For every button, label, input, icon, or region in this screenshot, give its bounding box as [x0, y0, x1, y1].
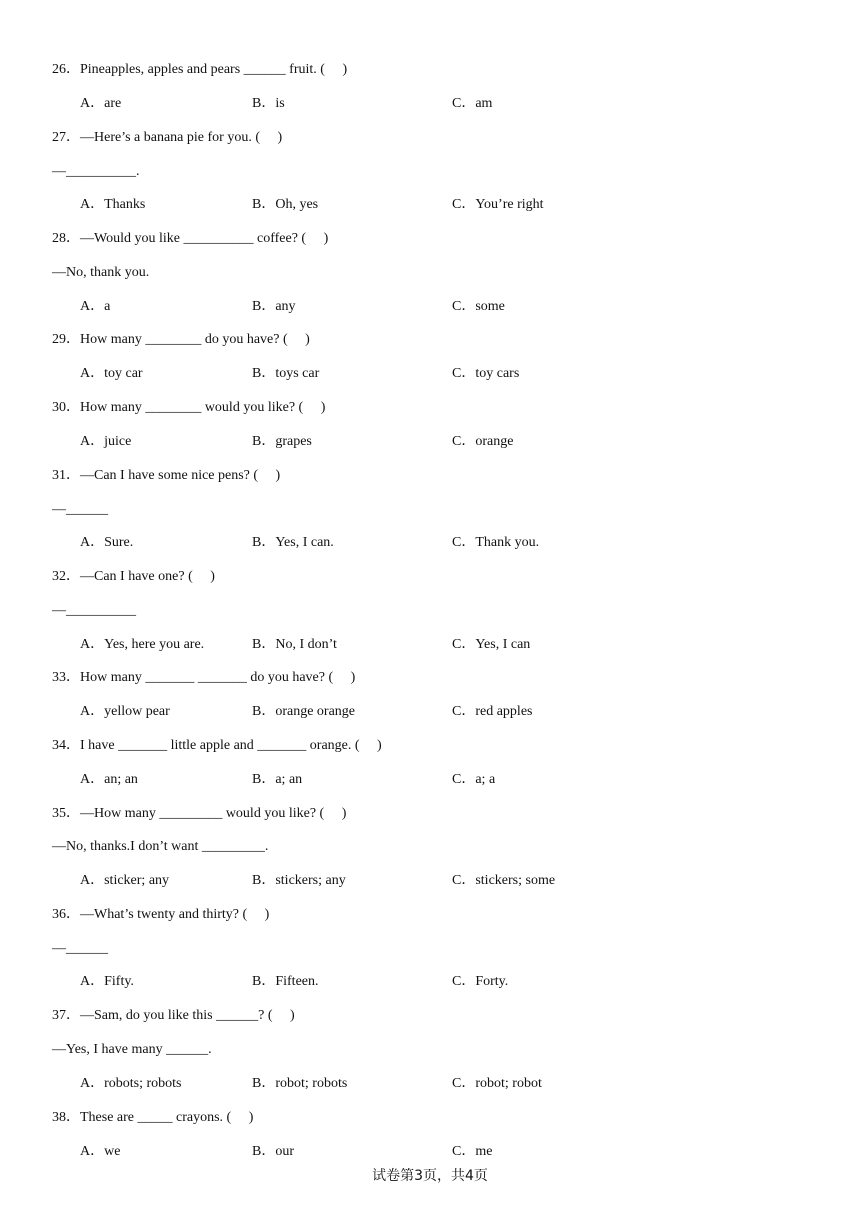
question-30-option-a: A．juice — [80, 434, 132, 449]
question-28-stem: 28．—Would you like __________ coffee? ( ) — [52, 231, 329, 246]
question-30-option-b: B．grapes — [252, 434, 312, 449]
page-footer: 试卷第3页，共4页 — [372, 1168, 488, 1184]
question-36-stem: 36．—What’s twenty and thirty? ( ) — [52, 907, 270, 922]
question-38-option-b: B．our — [252, 1144, 294, 1159]
question-37-stem: 37．—Sam, do you like this ______? ( ) — [52, 1008, 295, 1023]
question-31-stem: 31．—Can I have some nice pens? ( ) — [52, 468, 281, 483]
question-38-option-a: A．we — [80, 1144, 121, 1159]
question-32-option-b: B．No, I don’t — [252, 637, 337, 652]
question-33-stem: 33．How many _______ _______ do you have? ( ) — [52, 670, 356, 685]
question-35-option-c: C．stickers; some — [452, 873, 556, 888]
question-30-option-c: C．orange — [452, 434, 514, 449]
question-37-option-b: B．robot; robots — [252, 1076, 348, 1091]
question-27-option-b: B．Oh, yes — [252, 197, 319, 212]
question-36-reply: —______ — [52, 941, 108, 956]
question-32-stem: 32．—Can I have one? ( ) — [52, 569, 215, 584]
question-31-reply: —______ — [52, 502, 108, 517]
question-36-option-a: A．Fifty. — [80, 974, 134, 989]
question-28-reply: —No, thank you. — [52, 265, 150, 280]
question-36-option-c: C．Forty. — [452, 974, 509, 989]
question-28-option-a: A．a — [80, 299, 111, 314]
question-34-stem: 34．I have _______ little apple and _______ orange. ( ) — [52, 738, 382, 753]
question-27-reply: —__________. — [52, 164, 140, 179]
question-30-stem: 30．How many ________ would you like? ( ) — [52, 400, 326, 415]
question-29-option-c: C．toy cars — [452, 366, 520, 381]
question-35-option-b: B．stickers; any — [252, 873, 346, 888]
question-33-option-a: A．yellow pear — [80, 704, 170, 719]
question-35-option-a: A．sticker; any — [80, 873, 170, 888]
question-27-option-c: C．You’re right — [452, 197, 544, 212]
question-31-option-a: A．Sure. — [80, 535, 134, 550]
question-26-option-a: A．are — [80, 96, 122, 111]
question-35-reply: —No, thanks.I don’t want _________. — [52, 839, 269, 854]
question-36-option-b: B．Fifteen. — [252, 974, 319, 989]
question-26-option-c: C．am — [452, 96, 493, 111]
question-29-option-a: A．toy car — [80, 366, 143, 381]
question-29-stem: 29．How many ________ do you have? ( ) — [52, 332, 310, 347]
question-34-option-b: B．a; an — [252, 772, 303, 787]
question-34-option-a: A．an; an — [80, 772, 138, 787]
question-37-option-a: A．robots; robots — [80, 1076, 182, 1091]
question-32-reply: —__________ — [52, 603, 136, 618]
question-38-option-c: C．me — [452, 1144, 493, 1159]
question-34-option-c: C．a; a — [452, 772, 496, 787]
question-28-option-b: B．any — [252, 299, 296, 314]
question-38-stem: 38．These are _____ crayons. ( ) — [52, 1110, 254, 1125]
question-27-stem: 27．—Here’s a banana pie for you. ( ) — [52, 130, 283, 145]
question-33-option-b: B．orange orange — [252, 704, 356, 719]
question-33-option-c: C．red apples — [452, 704, 533, 719]
question-37-option-c: C．robot; robot — [452, 1076, 542, 1091]
question-27-option-a: A．Thanks — [80, 197, 146, 212]
question-31-option-b: B．Yes, I can. — [252, 535, 334, 550]
question-29-option-b: B．toys car — [252, 366, 320, 381]
question-32-option-c: C．Yes, I can — [452, 637, 531, 652]
question-32-option-a: A．Yes, here you are. — [80, 637, 205, 652]
question-28-option-c: C．some — [452, 299, 505, 314]
question-26-stem: 26．Pineapples, apples and pears ______ fruit. ( ) — [52, 62, 348, 77]
question-37-reply: —Yes, I have many ______. — [52, 1042, 212, 1057]
question-31-option-c: C．Thank you. — [452, 535, 540, 550]
question-35-stem: 35．—How many _________ would you like? ( ) — [52, 806, 347, 821]
question-26-option-b: B．is — [252, 96, 285, 111]
